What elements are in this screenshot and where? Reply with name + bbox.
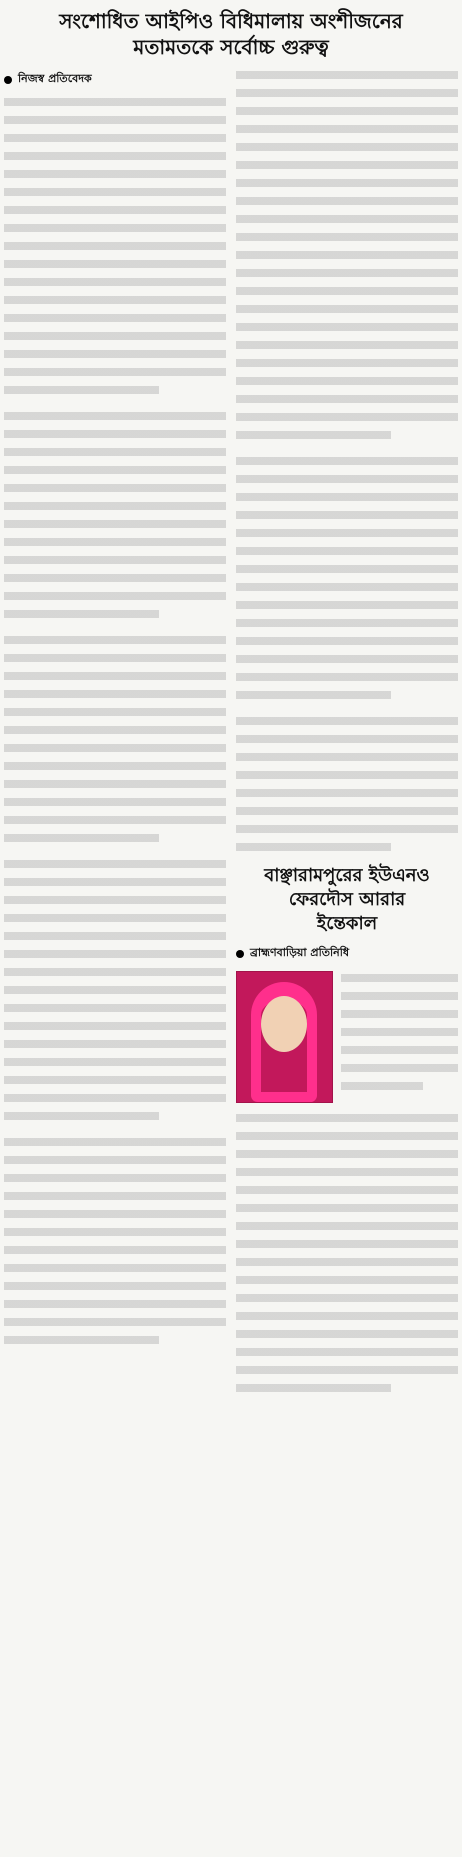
paragraph-line bbox=[236, 1129, 458, 1143]
paragraph-line bbox=[4, 947, 226, 961]
paragraph-line bbox=[4, 687, 226, 701]
paragraph-line bbox=[236, 374, 458, 388]
face-shape bbox=[261, 996, 307, 1052]
paragraph-line bbox=[236, 804, 458, 818]
paragraph-line bbox=[4, 239, 226, 253]
paragraph-line bbox=[4, 553, 226, 567]
paragraph-line bbox=[4, 347, 226, 361]
paragraph-line bbox=[236, 714, 458, 728]
paragraph-line bbox=[4, 383, 159, 397]
paragraph-line bbox=[4, 1189, 226, 1203]
paragraph-line bbox=[236, 302, 458, 316]
paragraph-line bbox=[236, 490, 458, 504]
second-byline-text: ব্রাহ্মণবাড়িয়া প্রতিনিধি bbox=[250, 946, 350, 959]
paragraph-line bbox=[236, 428, 391, 442]
paragraph-line bbox=[4, 911, 226, 925]
paragraph-line bbox=[236, 338, 458, 352]
paragraph-line bbox=[236, 786, 458, 800]
paragraph-line bbox=[236, 508, 458, 522]
second-story-top bbox=[236, 971, 458, 1103]
main-article-body bbox=[4, 95, 226, 1347]
paragraph-line bbox=[4, 633, 226, 647]
paragraph-line bbox=[4, 167, 226, 181]
paragraph-line bbox=[4, 221, 226, 235]
paragraph-line bbox=[236, 122, 458, 136]
paragraph-line bbox=[236, 1111, 458, 1125]
paragraph-line bbox=[4, 203, 226, 217]
paragraph-line bbox=[236, 652, 458, 666]
paragraph-line bbox=[4, 311, 226, 325]
paragraph-line bbox=[236, 1165, 458, 1179]
second-story-body bbox=[236, 1111, 458, 1395]
paragraph-line bbox=[4, 813, 226, 827]
paragraph-line bbox=[4, 293, 226, 307]
paragraph-line bbox=[4, 1001, 226, 1015]
bullet-icon bbox=[4, 76, 12, 84]
paragraph-line bbox=[341, 1079, 423, 1093]
paragraph-line bbox=[236, 266, 458, 280]
paragraph-line bbox=[4, 365, 226, 379]
second-title-line-2: ফেরদৌস আরার bbox=[288, 889, 406, 910]
paragraph-line bbox=[236, 230, 458, 244]
paragraph-line bbox=[236, 732, 458, 746]
paragraph-line bbox=[236, 410, 458, 424]
paragraph-line bbox=[4, 777, 226, 791]
second-byline bbox=[236, 944, 458, 963]
paragraph-line bbox=[4, 1073, 226, 1087]
paragraph-line bbox=[236, 356, 458, 370]
paragraph-line bbox=[4, 723, 226, 737]
paragraph-line bbox=[341, 1007, 458, 1021]
paragraph-line bbox=[4, 1153, 226, 1167]
paragraph-line bbox=[4, 257, 226, 271]
paragraph-line bbox=[341, 971, 458, 985]
paragraph-line bbox=[4, 1225, 226, 1239]
main-byline bbox=[4, 70, 226, 89]
paragraph-line bbox=[236, 212, 458, 226]
paragraph-line bbox=[4, 857, 226, 871]
paragraph-line bbox=[4, 795, 226, 809]
paragraph-line bbox=[4, 1315, 226, 1329]
paragraph-line bbox=[4, 329, 226, 343]
main-headline bbox=[4, 8, 458, 60]
paragraph-line bbox=[4, 463, 226, 477]
paragraph-line bbox=[4, 275, 226, 289]
paragraph-line bbox=[236, 140, 458, 154]
paragraph-line bbox=[236, 248, 458, 262]
paragraph-line bbox=[4, 875, 226, 889]
paragraph-line bbox=[4, 535, 226, 549]
paragraph-line bbox=[236, 768, 458, 782]
right-column bbox=[236, 68, 458, 1399]
paragraph-line bbox=[4, 1207, 226, 1221]
byline-text: নিজস্ব প্রতিবেদক bbox=[18, 72, 92, 85]
paragraph-line bbox=[236, 750, 458, 764]
paragraph-line bbox=[236, 472, 458, 486]
bullet-icon bbox=[236, 950, 244, 958]
paragraph-line bbox=[236, 1183, 458, 1197]
paragraph-line bbox=[236, 688, 391, 702]
paragraph-line bbox=[341, 1043, 458, 1057]
paragraph-line bbox=[4, 759, 226, 773]
paragraph-line bbox=[236, 1237, 458, 1251]
paragraph-line bbox=[341, 1061, 458, 1075]
paragraph-line bbox=[236, 392, 458, 406]
paragraph-line bbox=[4, 1171, 226, 1185]
left-column bbox=[4, 68, 226, 1399]
paragraph-line bbox=[236, 580, 458, 594]
paragraph-line bbox=[236, 176, 458, 190]
paragraph-line bbox=[4, 1261, 226, 1275]
paragraph-line bbox=[4, 131, 226, 145]
paragraph-line bbox=[4, 409, 226, 423]
second-story-intro bbox=[341, 971, 458, 1097]
paragraph-line bbox=[4, 893, 226, 907]
paragraph-line bbox=[4, 481, 226, 495]
paragraph-line bbox=[236, 454, 458, 468]
paragraph-line bbox=[4, 1279, 226, 1293]
paragraph-line bbox=[4, 1333, 159, 1347]
paragraph-line bbox=[236, 1255, 458, 1269]
paragraph-line bbox=[341, 1025, 458, 1039]
paragraph-line bbox=[4, 651, 226, 665]
paragraph-line bbox=[4, 499, 226, 513]
paragraph-line bbox=[4, 831, 159, 845]
paragraph-line bbox=[236, 104, 458, 118]
paragraph-line bbox=[4, 1135, 226, 1149]
paragraph-line bbox=[236, 598, 458, 612]
paragraph-line bbox=[4, 741, 226, 755]
main-article-body-continued bbox=[236, 68, 458, 854]
paragraph-line bbox=[4, 1037, 226, 1051]
paragraph-line bbox=[4, 95, 226, 109]
paragraph-line bbox=[4, 185, 226, 199]
paragraph-line bbox=[236, 616, 458, 630]
paragraph-line bbox=[236, 822, 458, 836]
paragraph-line bbox=[4, 983, 226, 997]
paragraph-line bbox=[236, 86, 458, 100]
paragraph-line bbox=[4, 1019, 226, 1033]
paragraph-line bbox=[236, 1147, 458, 1161]
paragraph-line bbox=[236, 1291, 458, 1305]
paragraph-line bbox=[4, 149, 226, 163]
paragraph-line bbox=[236, 194, 458, 208]
second-title-line-1: বাঞ্ছারামপুরের ইউএনও bbox=[264, 865, 430, 886]
paragraph-line bbox=[236, 1201, 458, 1215]
paragraph-line bbox=[4, 571, 226, 585]
paragraph-line bbox=[236, 1381, 391, 1395]
paragraph-line bbox=[236, 68, 458, 82]
paragraph-line bbox=[236, 158, 458, 172]
paragraph-line bbox=[236, 840, 391, 854]
paragraph-line bbox=[236, 544, 458, 558]
paragraph-line bbox=[236, 670, 458, 684]
paragraph-line bbox=[236, 320, 458, 334]
paragraph-line bbox=[236, 526, 458, 540]
paragraph-line bbox=[4, 1055, 226, 1069]
paragraph-line bbox=[236, 1219, 458, 1233]
paragraph-line bbox=[4, 705, 226, 719]
headline-line-2: মতামতকে সর্বোচ্চ গুরুত্ব bbox=[133, 35, 329, 59]
portrait-photo bbox=[236, 971, 333, 1103]
paragraph-line bbox=[236, 1327, 458, 1341]
paragraph-line bbox=[4, 1091, 226, 1105]
paragraph-line bbox=[4, 1297, 226, 1311]
paragraph-line bbox=[236, 284, 458, 298]
paragraph-line bbox=[4, 1243, 226, 1257]
paragraph-line bbox=[4, 669, 226, 683]
paragraph-line bbox=[236, 1363, 458, 1377]
paragraph-line bbox=[4, 589, 226, 603]
paragraph-line bbox=[236, 562, 458, 576]
article-columns bbox=[4, 68, 458, 1399]
paragraph-line bbox=[4, 1109, 159, 1123]
paragraph-line bbox=[4, 427, 226, 441]
paragraph-line bbox=[4, 929, 226, 943]
paragraph-line bbox=[4, 445, 226, 459]
paragraph-line bbox=[236, 1345, 458, 1359]
headline-line-1: সংশোধিত আইপিও বিধিমালায় অংশীজনের bbox=[59, 9, 403, 33]
paragraph-line bbox=[236, 1309, 458, 1323]
paragraph-line bbox=[341, 989, 458, 1003]
paragraph-line bbox=[4, 113, 226, 127]
second-story bbox=[236, 864, 458, 1395]
paragraph-line bbox=[4, 517, 226, 531]
paragraph-line bbox=[4, 965, 226, 979]
second-title-line-3: ইন্তেকাল bbox=[316, 913, 378, 934]
paragraph-line bbox=[236, 1273, 458, 1287]
second-story-title bbox=[236, 864, 458, 936]
paragraph-line bbox=[236, 634, 458, 648]
paragraph-line bbox=[4, 607, 159, 621]
